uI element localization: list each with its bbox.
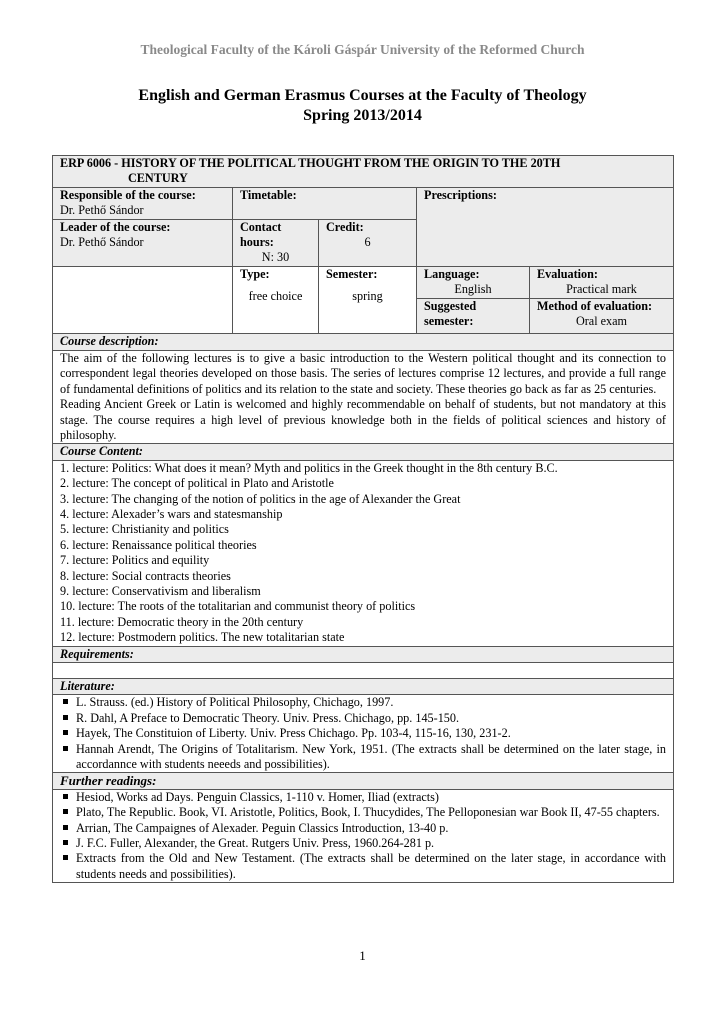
responsible-value: Dr. Pethő Sándor — [60, 203, 144, 218]
timetable-label: Timetable: — [233, 187, 417, 219]
course-description-text — [53, 350, 674, 443]
prescriptions-label: Prescriptions: — [417, 187, 674, 266]
list-item: Arrian, The Campaignes of Alexader. Peguin Classics Introduction, 13-40 p. — [60, 821, 666, 836]
requirements-label-row — [53, 646, 674, 662]
type-label: Type: — [240, 266, 270, 281]
requirements-label: Requirements: — [53, 646, 674, 662]
description-label-row — [53, 334, 674, 350]
list-item: L. Strauss. (ed.) History of Political Philosophy, Chichago, 1997. — [60, 695, 666, 710]
list-item: 3. lecture: The changing of the notion of politics in the age of Alexander the Great — [60, 491, 461, 506]
literature-label-row — [53, 679, 674, 695]
document-title — [0, 86, 725, 126]
literature-list — [60, 695, 666, 772]
list-item: Hannah Arendt, The Origins of Totalitarism. New York, 1951. (The extracts shall be determined on the later stage, in accordannce with students neeeds and possibilities). — [60, 742, 666, 773]
literature-row — [53, 695, 674, 773]
credit-cell — [319, 219, 417, 266]
list-item: 6. lecture: Renaissance political theories — [60, 537, 257, 552]
further-label-row — [53, 773, 674, 789]
list-item: 9. lecture: Conservativism and liberalism — [60, 583, 261, 598]
semester-value: spring — [352, 289, 383, 304]
contact-hours-cell — [233, 219, 319, 266]
responsible-row — [53, 187, 674, 219]
further-readings-cell — [53, 789, 674, 882]
list-item: 12. lecture: Postmodern politics. The new totalitarian state — [60, 630, 345, 645]
course-code-title — [53, 156, 674, 188]
empty-cell — [53, 266, 233, 334]
method-cell — [530, 298, 674, 334]
list-item: 10. lecture: The roots of the totalitarian and communist theory of politics — [60, 599, 416, 614]
description-paragraph-2: Reading Ancient Greek or Latin is welcomed and highly recommendable on behalf of students, but not mandatory at this stage. The course requires a high level of previous knowledge both in the fields of political sciences and history of philosophy. — [60, 397, 666, 442]
list-item: 5. lecture: Christianity and politics — [60, 522, 229, 537]
requirements-row — [53, 663, 674, 679]
course-title-row — [53, 156, 674, 188]
further-readings-label: Further readings: — [53, 773, 674, 789]
suggested-label-2: semester: — [424, 314, 474, 329]
language-value: English — [454, 282, 492, 297]
contact-label-1: Contact — [240, 219, 282, 234]
content-row — [53, 460, 674, 646]
further-readings-list — [60, 790, 666, 882]
contact-label-2: hours: — [240, 235, 274, 250]
list-item: Plato, The Republic. Book, VI. Aristotle, Politics, Book, I. Thucydides, The Pelloponesian war Book II, 47-55 chapters. — [60, 805, 666, 820]
method-value: Oral exam — [575, 314, 628, 329]
course-code-title-line-1: ERP 6006 - HISTORY OF THE POLITICAL THOUGHT FROM THE ORIGIN TO THE 20TH — [60, 156, 561, 170]
list-item: Hesiod, Works ad Days. Penguin Classics, 1-110 v. Homer, Iliad (extracts) — [60, 790, 666, 805]
course-content-label: Course Content: — [53, 444, 674, 460]
contact-value: N: 30 — [261, 250, 290, 265]
list-item: Extracts from the Old and New Testament. (The extracts shall be determined on the later stage, in accordance with students needs and possibilities). — [60, 851, 666, 882]
list-item: Hayek, The Constituion of Liberty. Univ. Press Chichago. Pp. 103-4, 115-16, 130, 231-2. — [60, 726, 666, 741]
leader-value: Dr. Pethő Sándor — [60, 235, 144, 250]
evaluation-label: Evaluation: — [537, 266, 598, 281]
language-label: Language: — [424, 266, 480, 281]
list-item: 7. lecture: Politics and equility — [60, 553, 210, 568]
method-label: Method of evaluation: — [537, 298, 653, 313]
list-item: 4. lecture: Alexader’s wars and statesmanship — [60, 506, 283, 521]
list-item: J. F.C. Fuller, Alexander, the Great. Rutgers Univ. Press, 1960.264-281 p. — [60, 836, 666, 851]
page-number: 1 — [359, 948, 366, 963]
type-cell — [233, 266, 319, 334]
list-item: 1. lecture: Politics: What does it mean? Myth and politics in the Greek thought in the 8th century B.C. — [60, 460, 558, 475]
leader-label: Leader of the course: — [60, 219, 171, 234]
course-table — [52, 155, 674, 883]
suggested-semester-cell — [417, 298, 530, 334]
description-paragraph-1: The aim of the following lectures is to give a basic introduction to the Western political thought and its connection to correspondent legal theories developed on those basis. The series of lectures comprise 12 lectures, and provide a full range of fundamental definitions of politics and its relation to the state and society. These theories go back as far as 25 centuries. — [60, 350, 666, 396]
course-code-title-line-2: CENTURY — [128, 171, 188, 186]
literature-cell — [53, 695, 674, 773]
type-row — [53, 266, 674, 298]
responsible-label: Responsible of the course: — [60, 187, 196, 202]
type-value: free choice — [248, 289, 303, 304]
suggested-label-1: Suggested — [424, 298, 477, 313]
course-description-label: Course description: — [53, 334, 674, 350]
leader-cell — [53, 219, 233, 266]
semester-label: Semester: — [326, 266, 378, 281]
institution-header: Theological Faculty of the Károli Gáspár University of the Reformed Church — [140, 42, 585, 57]
credit-value: 6 — [364, 235, 371, 250]
list-item: R. Dahl, A Preface to Democratic Theory. Univ. Press. Chichago, pp. 145-150. — [60, 711, 666, 726]
lecture-list — [53, 460, 674, 646]
literature-label: Literature: — [53, 679, 674, 695]
credit-label: Credit: — [326, 219, 364, 234]
description-row — [53, 350, 674, 443]
title-line-2: Spring 2013/2014 — [303, 107, 422, 124]
further-row — [53, 789, 674, 882]
responsible-cell — [53, 187, 233, 219]
list-item: 8. lecture: Social contracts theories — [60, 568, 231, 583]
evaluation-value: Practical mark — [566, 282, 637, 297]
evaluation-cell — [530, 266, 674, 298]
title-line-1: English and German Erasmus Courses at the Faculty of Theology — [138, 87, 587, 104]
list-item: 2. lecture: The concept of political in Plato and Aristotle — [60, 476, 334, 491]
requirements-text — [53, 663, 674, 679]
list-item: 11. lecture: Democratic theory in the 20th century — [60, 614, 304, 629]
semester-cell — [319, 266, 417, 334]
content-label-row — [53, 444, 674, 460]
language-cell — [417, 266, 530, 298]
